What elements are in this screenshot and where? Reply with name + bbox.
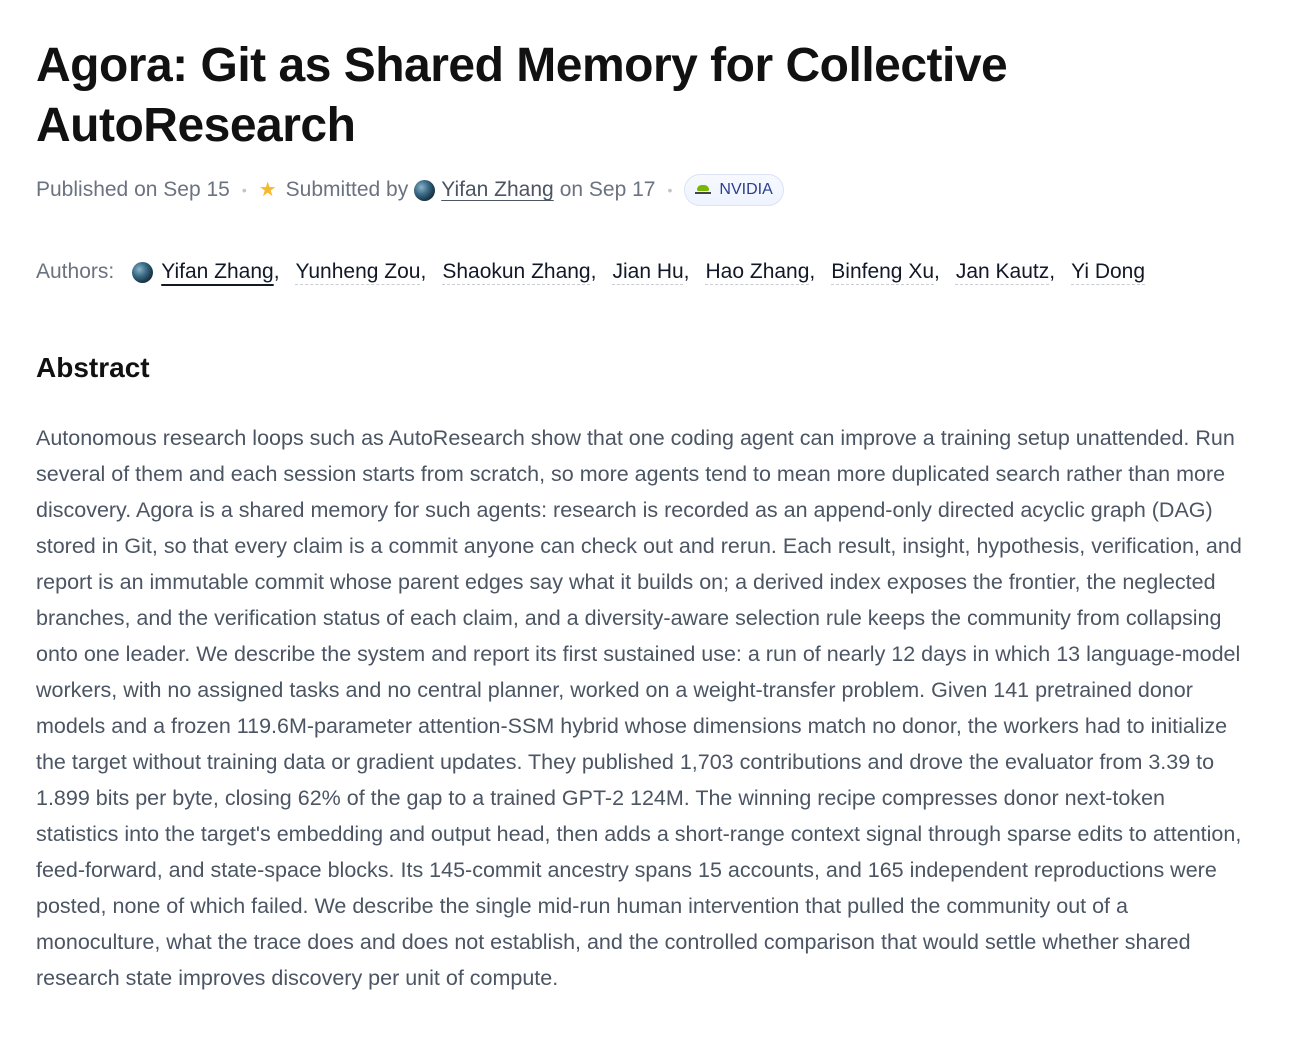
- author-link[interactable]: Binfeng Xu: [831, 260, 935, 283]
- author-avatar: [132, 262, 153, 283]
- meta-separator: •: [241, 182, 247, 198]
- paper-title: Agora: Git as Shared Memory for Collective AutoResearch: [36, 39, 1008, 152]
- submitted-date: on Sep 17: [559, 178, 656, 201]
- nvidia-logo-icon: [695, 185, 711, 195]
- author-separator: ,: [934, 260, 940, 283]
- author-separator: ,: [420, 260, 427, 283]
- star-icon: ★: [258, 178, 277, 201]
- authors-label: Authors:: [36, 260, 115, 283]
- submitter-link[interactable]: Yifan Zhang: [441, 178, 554, 201]
- organization-badge[interactable]: [684, 174, 783, 206]
- submitted-by-label: Submitted by: [285, 178, 409, 201]
- author-separator: ,: [590, 260, 597, 283]
- submitter-avatar: [414, 180, 435, 201]
- abstract-heading: Abstract: [36, 352, 150, 383]
- organization-name: NVIDIA: [719, 181, 773, 198]
- published-date: Published on Sep 15: [36, 178, 230, 201]
- author-link[interactable]: Yunheng Zou: [295, 260, 421, 283]
- paper-meta: [36, 174, 1270, 206]
- author-separator: ,: [1049, 260, 1056, 283]
- abstract-text: Autonomous research loops such as AutoResearch show that one coding agent can improve a training setup unattended. Run several of them and each session starts from scratch, so more agents tend to mean more duplicated search rather than more discovery. Agora is a shared memory for such agents: research is recorded as an append-only directed acyclic graph (DAG) stored in Git, so that every claim is a commit anyone can check out and rerun. Each result, insight, hypothesis, verification, and report is an immutable commit whose parent edges say what it builds on; a derived index exposes the frontier, the neglected branches, and the verification status of each claim, and a diversity-aware selection rule keeps the community from collapsing onto one leader. We describe the system and report its first sustained use: a run of nearly 12 days in which 13 language-model workers, with no assigned tasks and no central planner, worked on a weight-transfer problem. Given 141 pretrained donor models and a frozen 119.6M-parameter attention-SSM hybrid whose dimensions match no donor, the workers had to initialize the target without training data or gradient updates. They published 1,703 contributions and drove the evaluator from 3.39 to 1.899 bits per byte, closing 62% of the gap to a trained GPT-2 124M. The winning recipe compresses donor next-token statistics into the target's embedding and output head, then adds a short-range context signal through sparse edits to attention, feed-forward, and state-space blocks. Its 145-commit ancestry spans 15 accounts, and 165 independent reproductions were posted, none of which failed. We describe the single mid-run human intervention that pulled the community out of a monoculture, what the trace does and does not establish, and the controlled comparison that would settle whether shared research state improves discovery per unit of compute.: [36, 426, 1242, 990]
- author-separator: ,: [809, 260, 816, 283]
- author-separator: ,: [273, 260, 280, 283]
- author-link[interactable]: Shaokun Zhang: [442, 260, 591, 283]
- paper-page: [36, 36, 1270, 996]
- author-link[interactable]: Jan Kautz: [955, 260, 1050, 283]
- author-link[interactable]: Yi Dong: [1071, 260, 1146, 283]
- author-link[interactable]: Yifan Zhang: [161, 260, 274, 283]
- author-link[interactable]: Jian Hu: [612, 260, 684, 283]
- authors-row: [36, 256, 1270, 288]
- meta-separator: •: [667, 182, 673, 198]
- author-separator: ,: [683, 260, 690, 283]
- author-link[interactable]: Hao Zhang: [705, 260, 810, 283]
